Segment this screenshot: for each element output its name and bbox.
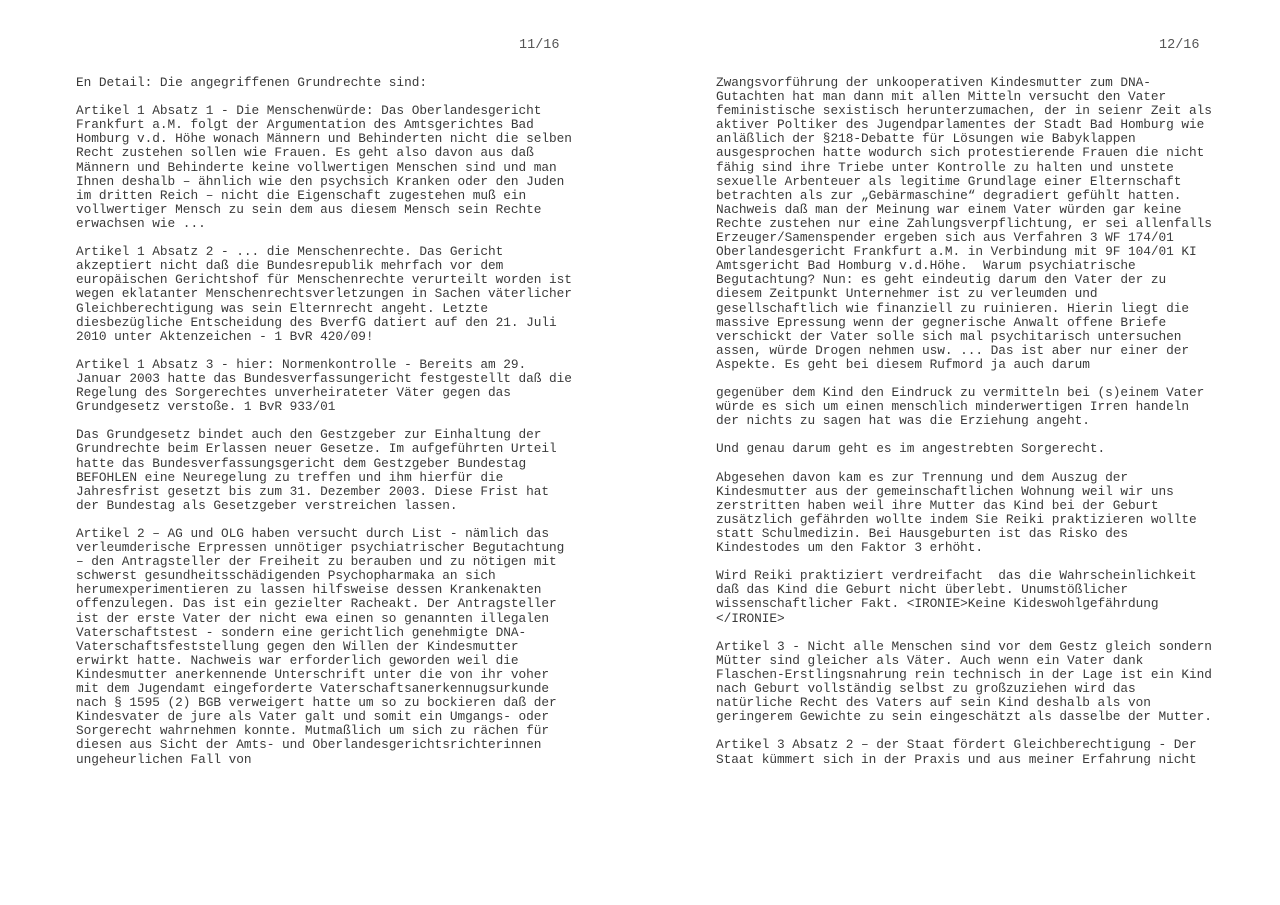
paragraph: Artikel 1 Absatz 1 - Die Menschenwürde: Das Oberlandesgericht Frankfurt a.M. folgt der Argumentation des Amtsgerichtes Bad Homburg v.d. Höhe wonach Männern und Behinderten nicht die selben Recht zustehen sollen wie Frauen. Es geht also davon aus daß Männern und Behinderte keine vollwertigen Menschen sind und man Ihnen deshalb – ähnlich wie den psychsich Kranken oder den Juden im dritten Reich – nicht die Eigenschaft zugestehen muß ein vollwertiger Mensch zu sein dem aus diesem Mensch sein Rechte erwachsen wie ... (76, 103, 572, 231)
paragraph: Das Grundgesetz bindet auch den Gestzgeber zur Einhaltung der Grundrechte beim Erlassen neuer Gesetze. Im aufgeführten Urteil hatte das Bundesverfassungsgericht dem Gestzgeber Bundestag BEFOHLEN eine Neuregelung zu treffen und ihm hierfür die Jahresfrist gesetzt bis zum 31. Dezember 2003. Diese Frist hat der Bundestag als Gesetzgeber verstreichen lassen. (76, 427, 557, 513)
paragraph: Artikel 2 – AG und OLG haben versucht durch List - nämlich das verleumderische Erpressen unnötiger psychiatrischer Begutachtung – den Antragsteller der Freiheit zu berauben und zu nötigen mit schwerst gesundheitsschädigenden Psychopharmaka an sich herumexperimentieren zu lassen hilfsweise dessen Krankenakten offenzulegen. Das ist ein gezielter Racheakt. Der Antragsteller ist der erste Vater der nicht ewa einen so genannten illegalen Vaterschaftstest - sondern eine gerichtlich genehmigte DNA- Vaterschaftsfeststellung gegen den Willen der Kindesmutter erwirkt hatte. Nachweis war erforderlich geworden weil die Kindesmutter anerkennende Unterschrift unter die von ihr voher mit dem Jugendamt eingeforderte Vaterschaftsanerkennugsurkunde nach § 1595 (2) BGB verweigert hatte um so zu bockieren daß der Kindesvater de jure als Vater galt und somit ein Umgangs- oder Sorgerecht wahrnehmen konnte. Mutmaßlich um sich zu rächen für diesen aus Sicht der Amts- und Oberlandesgerichtsrichterinnen ungeheurlichen Fall von (76, 526, 565, 767)
paragraph: Artikel 1 Absatz 3 - hier: Normenkontrolle - Bereits am 29. Januar 2003 hatte das Bundesverfassungericht festgestellt daß die Regelung des Sorgerechtes unverheirateter Väter gegen das Grundgesetz verstoße. 1 BvR 933/01 (76, 356, 572, 415)
paragraph: Artikel 3 - Nicht alle Menschen sind vor dem Gestz gleich sondern Mütter sind gleicher als Väter. Auch wenn ein Vater dank Flaschen-Erstlingsnahrung rein technisch in der Lage ist ein Kind nach Geburt vollständig selbst zu großzuziehen wird das natürliche Recht des Vaters auf sein Kind deshalb als von geringerem Gewichte zu sein eingeschätzt als dasselbe der Mutter. (716, 638, 1212, 725)
paragraph: Und genau darum geht es im angestrebten Sorgerecht. (716, 441, 1106, 457)
paragraph: En Detail: Die angegriffenen Grundrechte sind: (76, 75, 427, 90)
paragraph: Abgesehen davon kam es zur Trennung und dem Auszug der Kindesmutter aus der gemeinschaftlichen Wohnung weil wir uns zerstritten haben weil ihre Mutter das Kind bei der Geburt zusätzlich gefährden wollte indem Sie Reiki praktizieren wollte statt Schulmedizin. Bei Hausgeburten ist das Risko des Kindestodes um den Faktor 3 erhöht. (716, 469, 1197, 556)
page-number: 12/16 (1159, 38, 1200, 53)
paragraph: Zwangsvorführung der unkooperativen Kindesmutter zum DNA- Gutachten hat man dann mit allen Mitteln versucht den Vater feministische sexistisch herunterzumachen, der in seienr Zeit als aktiver Poltiker des Jugendparlamentes der Stadt Bad Homburg wie anläßlich der §218-Debatte für Lösungen wie Babyklappen ausgesprochen hatte wodurch sich protestierende Frauen die nicht fähig sind ihre Triebe unter Kontrolle zu halten und unstete sexuelle Arbenteuer als legitime Grundlage einer Elternschaft betrachten als zur „Gebärmaschine“ degradiert gefühlt hatten. Nachweis daß man der Meinung war einem Vater würden gar keine Rechte zustehen nur eine Zahlungsverpflichtung, er sei allenfalls Erzeuger/Samenspender ergeben sich aus Verfahren 3 WF 174/01 Oberlandesgericht Frankfurt a.M. in Verbindung mit 9F 104/01 KI Amtsgericht Bad Homburg v.d.Höhe. Warum psychiatrische Begutachtung? Nun: es geht eindeutig darum den Vater der zu diesem Zeitpunkt Unternehmer ist zu verleumden und gesellschaftlich wie finanziell zu ruinieren. Hierin liegt die massive Epressung wenn der gegnerische Anwalt offene Briefe verschickt der Vater solle sich mal psychitarisch untersuchen assen, würde Drogen nehmen usw. ... Das ist aber nur einer der Aspekte. Es geht bei diesem Rufmord ja auch darum (716, 75, 1212, 372)
paragraph: Wird Reiki praktiziert verdreifacht das die Wahrscheinlichkeit daß das Kind die Geburt nicht überlebt. Unumstößlicher wissenschaftlicher Fakt. <IRONIE>Keine Kideswohlgefährdung </IRONIE> (716, 568, 1197, 626)
page-number: 11/16 (519, 38, 560, 53)
paragraph: gegenüber dem Kind den Eindruck zu vermitteln bei (s)einem Vater würde es sich um einen menschlich minderwertigen Irren handeln der nichts zu sagen hat was die Erziehung angeht. (716, 385, 1205, 429)
paragraph: Artikel 3 Absatz 2 – der Staat fördert Gleichberechtigung - Der Staat kümmert sich in der Praxis und aus meiner Erfahrung nicht (716, 737, 1197, 767)
paragraph: Artikel 1 Absatz 2 - ... die Menschenrechte. Das Gericht akzeptiert nicht daß die Bundesrepublik mehrfach vor dem europäischen Gerichtshof für Menschenrechte verurteilt worden ist wegen eklatanter Menschenrechtsverletzungen in Sachen väterlicher Gleichberechtigung was sein Elternrecht angeht. Letzte diesbezügliche Entscheidung des BverfG datiert auf den 21. Juli 2010 unter Aktenzeichen - 1 BvR 420/09! (76, 244, 572, 344)
page-content (76, 76, 576, 781)
page-content (716, 76, 1226, 781)
right-page (640, 0, 1280, 905)
